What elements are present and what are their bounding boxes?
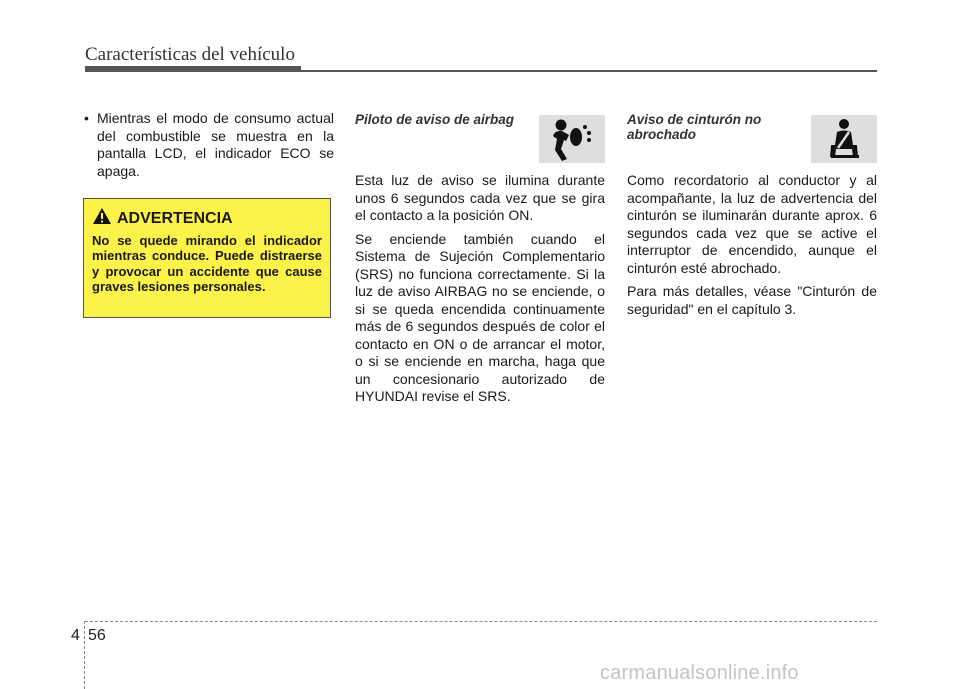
chapter-number: 4 bbox=[71, 627, 80, 644]
column-left bbox=[84, 110, 334, 318]
seatbelt-warning-icon bbox=[811, 115, 877, 163]
warning-box bbox=[83, 198, 331, 318]
seatbelt-paragraph-1: Como recordatorio al conductor y al acompañante, la luz de advertencia del cinturón se iluminarán durante aprox. 6 segundos cada vez que se active el interruptor de encendido, aunque el cinturón esté abrochado. bbox=[627, 172, 877, 276]
bullet-text: Mientras el modo de consumo actual del combustible se muestra en la pantalla LCD, el indicador ECO se apaga. bbox=[97, 110, 334, 179]
header-rule-thick bbox=[85, 66, 301, 72]
warning-title: ADVERTENCIA bbox=[117, 209, 233, 227]
seatbelt-paragraph-2: Para más detalles, véase "Cinturón de seguridad" en el capítulo 3. bbox=[627, 283, 877, 317]
airbag-paragraph-2: Se enciende también cuando el Sistema de Sujeción Complementario (SRS) no funciona correctamente. Si la luz de aviso AIRBAG no se enciende, o si se queda encendida continuamente más de 6 segundos después de color el contacto en ON o de arrancar el motor, o si se enciende en marcha, haga que un concesionario autorizado de HYUNDAI revise el SRS. bbox=[355, 230, 605, 404]
header-rule-thin bbox=[301, 70, 877, 72]
airbag-paragraph-1: Esta luz de aviso se ilumina durante unos 6 segundos cada vez que se gira el contacto a la posición ON. bbox=[355, 172, 605, 223]
bullet-item bbox=[84, 110, 334, 180]
warning-triangle-icon bbox=[92, 207, 112, 230]
bullet-dot: • bbox=[84, 110, 89, 126]
warning-header bbox=[92, 207, 322, 230]
footer-rule bbox=[85, 621, 877, 622]
watermark: carmanualsonline.info bbox=[600, 662, 799, 684]
airbag-section-header bbox=[355, 112, 605, 172]
page-number: 56 bbox=[88, 627, 106, 644]
column-right bbox=[627, 110, 877, 318]
seatbelt-section-header bbox=[627, 112, 877, 172]
warning-text: No se quede mirando el indicador mientras conduce. Puede distraerse y provocar un accidente que cause graves lesiones personales. bbox=[92, 232, 322, 294]
column-middle bbox=[355, 110, 605, 406]
page-header-title: Características del vehículo bbox=[85, 44, 295, 65]
airbag-warning-icon bbox=[539, 115, 605, 163]
seatbelt-section-title: Aviso de cinturón no abrochado bbox=[627, 112, 762, 142]
footer-vertical-rule bbox=[84, 621, 85, 689]
airbag-section-title: Piloto de aviso de airbag bbox=[355, 112, 515, 127]
